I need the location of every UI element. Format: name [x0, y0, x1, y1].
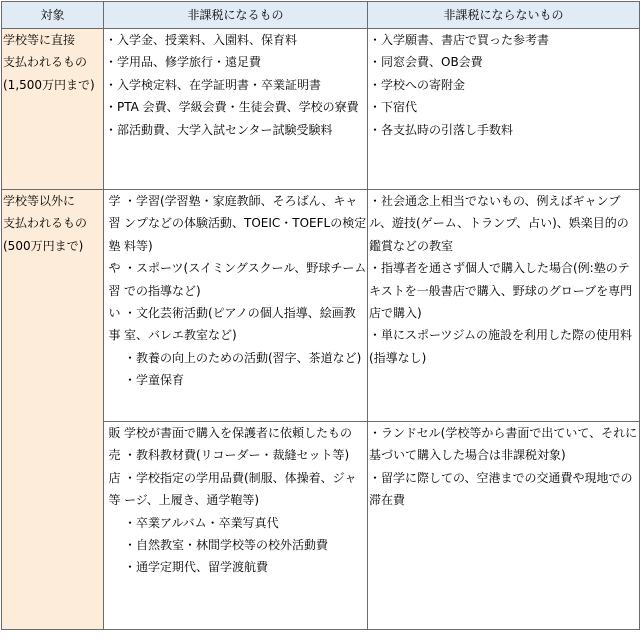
- table-row-lessons: [2, 190, 640, 422]
- exempt-cell-direct: [104, 29, 368, 190]
- header-exempt: 非課税になるもの: [104, 2, 368, 29]
- group-label-lessons: [105, 190, 124, 392]
- list-item: ・部活動費、大学入試センター試験受験料: [105, 122, 333, 137]
- exempt-list: [124, 422, 367, 579]
- list-item: ・卒業アルバム・卒業写真代: [124, 515, 279, 530]
- label-char: や: [108, 261, 121, 276]
- taxable-list: [369, 422, 639, 512]
- list-item: ・学習(学習塾・家庭教師、そろばん、キャンプなどの体験活動、TOEIC・TOEFLの検定料等): [124, 194, 367, 253]
- exempt-list: [124, 190, 367, 392]
- taxable-list: [369, 190, 639, 369]
- list-item: ・指導者を通さず個人で購入した場合(例:塾のテキストを一般書店で購入、野球のグローブを専門店で購入): [369, 261, 633, 321]
- list-item: ・入学願書、書店で買った参考書: [369, 33, 550, 47]
- list-item: ・学用品、修学旅行・遠足費: [105, 55, 262, 70]
- list-item: ・学校への寄附金: [369, 77, 466, 92]
- label-char: 店: [108, 470, 121, 485]
- label-char: 事: [108, 328, 121, 343]
- list-item: ・ランドセル(学校等から書面で出ていて、それに基づいて購入した場合は非課税対象): [369, 426, 638, 463]
- target-line: 支払われるもの: [3, 55, 88, 70]
- header-row: [2, 2, 640, 29]
- target-line: (500万円まで): [3, 238, 84, 253]
- list-item: ・PTA 会費、学級会費・生徒会費、学校の寮費: [105, 100, 359, 115]
- target-cell-direct: [2, 29, 104, 190]
- list-item: ・文化芸術活動(ピアノの個人指導、絵画教室、バレエ教室など): [124, 306, 356, 343]
- list-item: ・下宿代: [369, 100, 418, 115]
- group-label-stores: [105, 422, 124, 579]
- exempt-cell-stores: [104, 422, 368, 630]
- label-char: 塾: [108, 238, 121, 253]
- exempt-list: [105, 29, 367, 141]
- table-row-direct: [2, 29, 640, 190]
- list-item: 学校が書面で購入を保護者に依頼したもの: [124, 426, 353, 440]
- list-item: ・社会通念上相当でないもの、例えばギャンブル、遊技(ゲーム、トランプ、占い)、娯楽目的の鑑賞などの教室: [369, 194, 629, 253]
- list-item: ・教養の向上のための活動(習字、茶道など): [124, 350, 362, 365]
- list-item: ・自然教室・林間学校等の校外活動費: [124, 538, 329, 553]
- list-item: ・学童保育: [124, 373, 185, 388]
- list-item: ・各支払時の引落し手数料: [369, 122, 514, 137]
- taxable-cell-direct: [368, 29, 640, 190]
- list-item: ・入学金、授業料、入園料、保育料: [105, 33, 298, 47]
- taxable-cell-lessons: [368, 190, 640, 422]
- target-line: 支払われるもの: [3, 216, 88, 231]
- target-cell-other: [2, 190, 104, 630]
- list-item: ・単にスポーツジムの施設を利用した際の使用料(指導なし): [369, 328, 633, 365]
- label-char: 学: [108, 194, 121, 208]
- list-item: ・入学検定料、在学証明書・卒業証明書: [105, 77, 322, 92]
- taxable-cell-stores: [368, 422, 640, 630]
- label-char: 習: [108, 283, 121, 298]
- target-line: 学校等に直接: [3, 33, 76, 47]
- tax-exemption-table: [1, 1, 640, 630]
- list-item: ・スポーツ(スイミングスクール、野球チームでの指導など): [124, 261, 367, 298]
- taxable-list: [369, 29, 639, 141]
- list-item: ・同窓会費、OB会費: [369, 55, 483, 70]
- label-char: い: [108, 306, 121, 321]
- label-char: 等: [108, 493, 121, 508]
- target-line: 学校等以外に: [3, 194, 76, 208]
- list-item: ・学校指定の学用品費(制服、体操着、ジャージ、上履き、通学鞄等): [124, 470, 357, 508]
- label-char: 習: [108, 216, 121, 231]
- header-taxable: 非課税にならないもの: [368, 2, 640, 29]
- exempt-cell-lessons: [104, 190, 368, 422]
- list-item: ・教科教材費(リコーダー・裁縫セット等): [124, 448, 350, 463]
- label-char: 販: [108, 426, 121, 440]
- label-char: 売: [108, 448, 121, 463]
- list-item: ・留学に際しての、空港までの交通費や現地での滞在費: [369, 470, 633, 508]
- list-item: ・通学定期代、留学渡航費: [124, 560, 269, 575]
- target-line: (1,500万円まで): [3, 77, 95, 92]
- header-target: 対象: [2, 2, 104, 29]
